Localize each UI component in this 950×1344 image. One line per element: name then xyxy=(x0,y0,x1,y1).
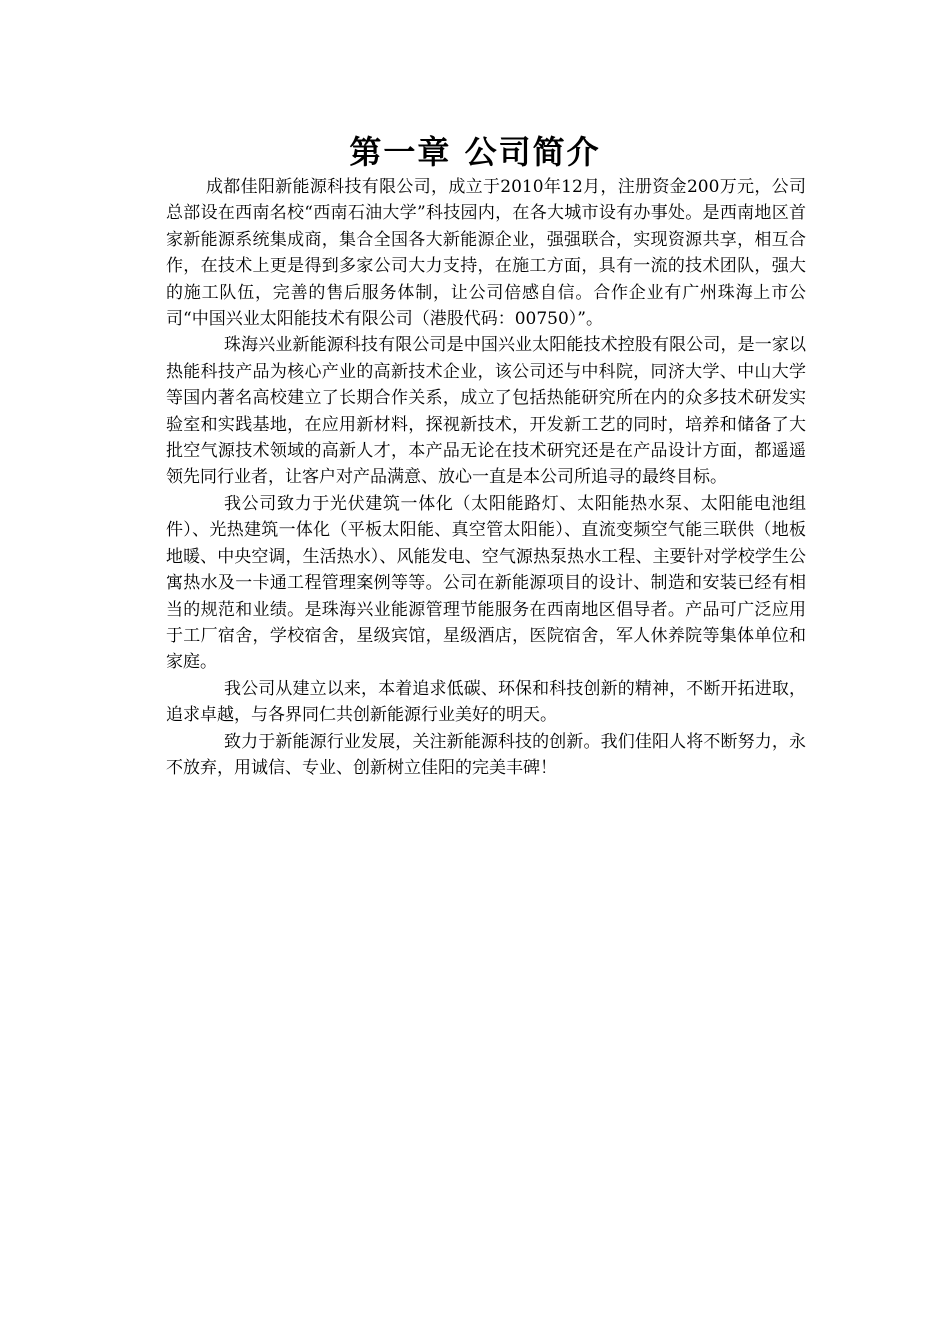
paragraph-partner-intro: 珠海兴业新能源科技有限公司是中国兴业太阳能技术控股有限公司，是一家以热能科技产品为核心产业的高新技术企业，该公司还与中科院，同济大学、中山大学等国内著名高校建立了长期合作关系，成立了包括热能研究所在内的众多技术研发实验室和实践基地，在应用新材料，探视新技术，开发新工艺的同时，培养和储备了大批空气源技术领域的高新人才，本产品无论在技术研究还是在产品设计方面，都遥遥领先同行业者，让客户对产品满意、放心一直是本公司所追寻的最终目标。 xyxy=(166,335,806,488)
paragraph-company-intro: 成都佳阳新能源科技有限公司，成立于2010年12月，注册资金200万元，公司总部设在西南名校“西南石油大学”科技园内，在各大城市设有办事处。是西南地区首家新能源系统集成商，集合全国各大新能源企业，强强联合，实现资源共享，相互合作，在技术上更是得到多家公司大力支持，在施工方面，具有一流的技术团队，强大的施工队伍，完善的售后服务体制，让公司倍感自信。合作企业有广州珠海上市公司“中国兴业太阳能技术有限公司（港股代码：00750）”。 xyxy=(166,177,806,330)
paragraph-company-spirit: 我公司从建立以来，本着追求低碳、环保和科技创新的精神，不断开拓进取，追求卓越，与各界同仁共创新能源行业美好的明天。 xyxy=(166,678,806,726)
document-body xyxy=(166,174,806,781)
chapter-title: 第一章 公司简介 xyxy=(349,133,601,171)
paragraph-company-mission: 致力于新能源行业发展，关注新能源科技的创新。我们佳阳人将不断努力，永不放弃，用诚信、专业、创新树立佳阳的完美丰碑！ xyxy=(166,731,806,778)
paragraph-business-scope: 我公司致力于光伏建筑一体化（太阳能路灯、太阳能热水泵、太阳能电池组件）、光热建筑一体化（平板太阳能、真空管太阳能）、直流变频空气能三联供（地板地暖、中央空调，生活热水）、风能发电、空气源热泵热水工程、主要针对学校学生公寓热水及一卡通工程管理案例等等。公司在新能源项目的设计、制造和安装已经有相当的规范和业绩。是珠海兴业能源管理节能服务在西南地区倡导者。产品可广泛应用于工厂宿舍，学校宿舍，星级宾馆，星级酒店，医院宿舍，军人休养院等集体单位和家庭。 xyxy=(166,493,806,673)
